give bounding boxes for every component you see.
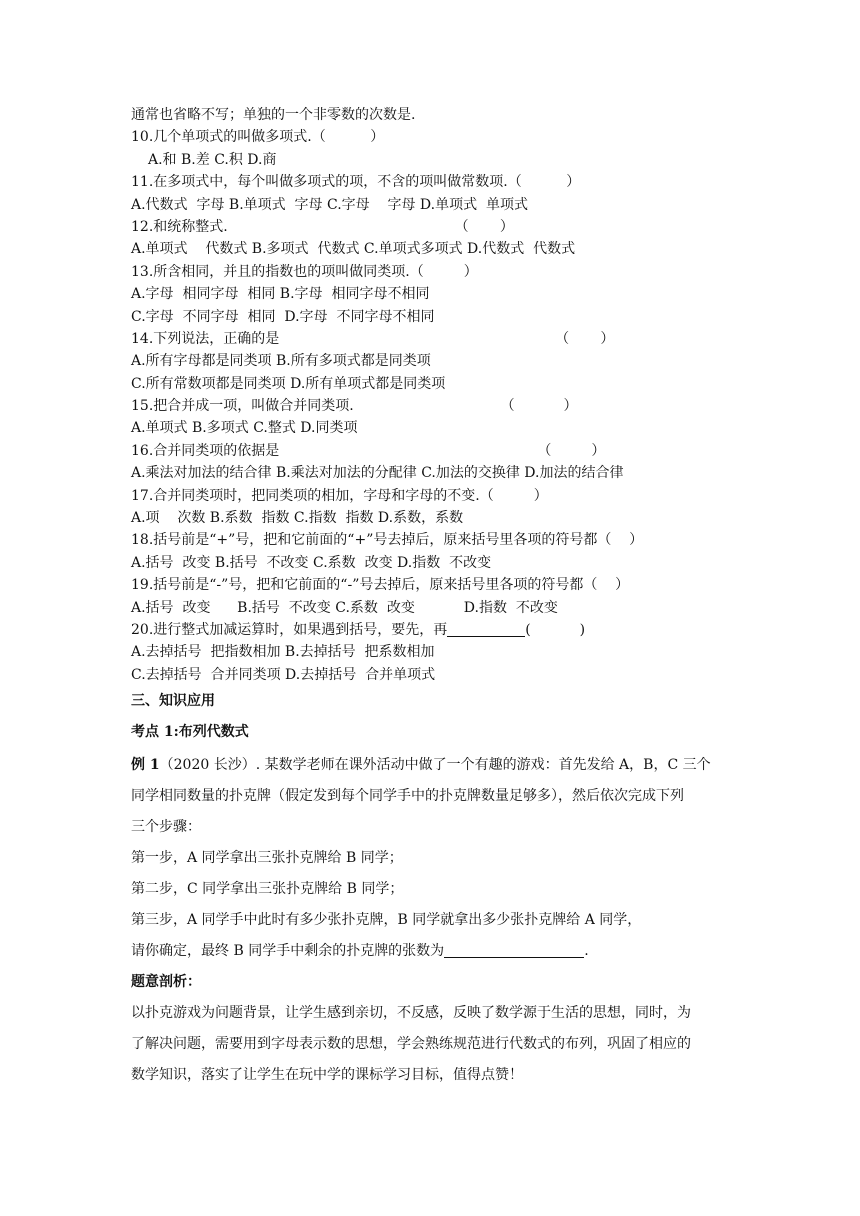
topic-heading: 考点 1:布列代数式 — [131, 724, 249, 741]
document-line: 13.所含相同，并且的指数也的项叫做同类项.（ ） — [131, 263, 478, 280]
document-line: A.括号 改变 B.括号 不改变 C.系数 改变 D.指数 不改变 — [131, 599, 558, 616]
analysis-body — [131, 998, 771, 1091]
question-list — [131, 104, 771, 619]
document-line: 17.合并同类项时，把同类项的相加，字母和字母的不变.（ ） — [131, 487, 548, 504]
document-line: A.项 次数 B.系数 指数 C.指数 指数 D.系数，系数 — [131, 510, 464, 527]
document-line: A.所有字母都是同类项 B.所有多项式都是同类项 — [131, 353, 431, 370]
document-line: 12.和统称整式. （ ） — [131, 218, 514, 235]
question-20-option-row: A.去掉括号 把指数相加 B.去掉括号 把系数相加 — [131, 644, 435, 661]
section-title: 三、知识应用 — [131, 693, 215, 710]
document-line: 18.括号前是“+”号，把和它前面的“+”号去掉后，原来括号里各项的符号都（ ） — [131, 532, 644, 549]
answer-blank — [447, 620, 525, 637]
example-question-end: . — [584, 943, 589, 960]
document-line: 通常也省略不写；单独的一个非零数的次数是. — [131, 107, 416, 123]
question-20-option-row: C.去掉括号 合并同类项 D.去掉括号 合并单项式 — [131, 666, 436, 683]
document-line: A.单项式 代数式 B.多项式 代数式 C.单项式多项式 D.代数式 代数式 — [131, 241, 576, 258]
analysis-line: 以扑克游戏为问题背景，让学生感到亲切，不反感，反映了数学源于生活的思想，同时，为 — [131, 1005, 691, 1022]
question-20-text: 20.进行整式加减运算时，如果遇到括号，要先，再 — [131, 621, 448, 638]
example-step: 第二步，C 同学拿出三张扑克牌给 B 同学； — [131, 881, 404, 898]
document-line: 16.合并同类项的依据是 （ ） — [131, 442, 606, 459]
question-20-paren: ( ) — [525, 621, 586, 638]
example-line — [131, 750, 771, 781]
example-text: （2020 长沙）. 某数学老师在课外活动中做了一个有趣的游戏：首先发给 A，B，C 三个 — [159, 757, 711, 774]
document-content — [131, 104, 771, 1091]
analysis-line: 了解决问题，需要用到字母表示数的思想，学会熟练规范进行代数式的布列，巩固了相应的 — [131, 1036, 691, 1053]
question-20 — [131, 619, 771, 641]
document-line: 19.括号前是“-”号，把和它前面的“-”号去掉后，原来括号里各项的符号都（ ） — [131, 577, 630, 594]
example-line: 三个步骤： — [131, 819, 201, 836]
document-line: A.和 B.差 C.积 D.商 — [148, 151, 277, 168]
document-line: A.代数式 字母 B.单项式 字母 C.字母 字母 D.单项式 单项式 — [131, 196, 528, 213]
document-line: 15.把合并成一项，叫做合并同类项. （ ） — [131, 398, 578, 415]
document-line: A.乘法对加法的结合律 B.乘法对加法的分配律 C.加法的交换律 D.加法的结合律 — [131, 465, 624, 482]
analysis-title: 题意剖析： — [131, 974, 201, 991]
analysis-line: 数学知识，落实了让学生在玩中学的课标学习目标，值得点赞！ — [131, 1067, 523, 1084]
example-label: 例 1 — [131, 757, 160, 774]
document-line: 10.几个单项式的叫做多项式.（ ） — [131, 129, 385, 146]
example-step: 第三步，A 同学手中此时有多少张扑克牌，B 同学就拿出多少张扑克牌给 A 同学， — [131, 912, 642, 929]
document-line: C.所有常数项都是同类项 D.所有单项式都是同类项 — [131, 375, 446, 392]
example-step: 第一步，A 同学拿出三张扑克牌给 B 同学； — [131, 850, 403, 867]
document-line: A.字母 相同字母 相同 B.字母 相同字母不相同 — [131, 286, 430, 303]
document-line: 11.在多项式中，每个叫做多项式的项，不含的项叫做常数项.（ ） — [131, 174, 581, 191]
example-question — [131, 936, 771, 967]
document-line: A.括号 改变 B.括号 不改变 C.系数 改变 D.指数 不改变 — [131, 554, 492, 571]
example-question-text: 请你确定，最终 B 同学手中剩余的扑克牌的张数为 — [131, 943, 445, 960]
document-line: C.字母 不同字母 相同 D.字母 不同字母不相同 — [131, 308, 435, 325]
document-line: A.单项式 B.多项式 C.整式 D.同类项 — [131, 420, 358, 437]
answer-blank — [444, 941, 584, 958]
document-line: 14.下列说法，正确的是 （ ） — [131, 330, 615, 347]
example-line: 同学相同数量的扑克牌（假定发到每个同学手中的扑克牌数量足够多），然后依次完成下列 — [131, 788, 684, 805]
